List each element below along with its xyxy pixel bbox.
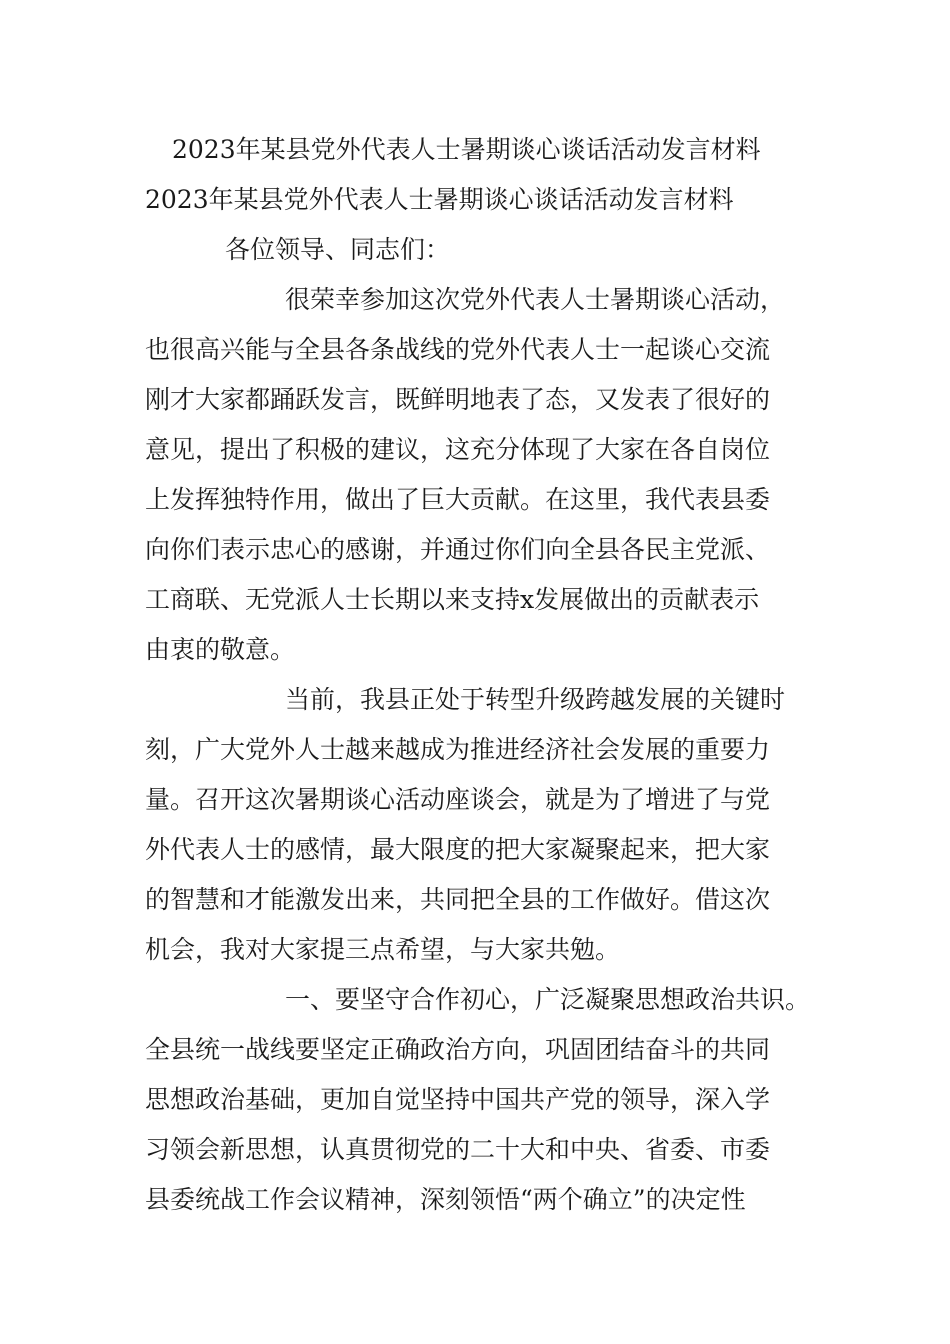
paragraph-line: 刻，广大党外人士越来越成为推进经济社会发展的重要力 bbox=[145, 735, 771, 764]
document-subtitle: 2023年某县党外代表人士暑期谈心谈话活动发言材料 bbox=[145, 185, 734, 214]
paragraph-line: 向你们表示忠心的感谢，并通过你们向全县各民主党派、 bbox=[145, 535, 771, 564]
paragraph-line: 全县统一战线要坚定正确政治方向，巩固团结奋斗的共同 bbox=[145, 1035, 771, 1064]
paragraph-line: 由衷的敬意。 bbox=[145, 635, 296, 664]
paragraph-line: 外代表人士的感情，最大限度的把大家凝聚起来，把大家 bbox=[145, 835, 771, 864]
section-heading-line: 一、要坚守合作初心，广泛凝聚思想政治共识。 bbox=[285, 985, 811, 1014]
paragraph-line: 意见，提出了积极的建议，这充分体现了大家在各自岗位 bbox=[145, 435, 771, 464]
paragraph-line: 很荣幸参加这次党外代表人士暑期谈心活动， bbox=[285, 285, 786, 314]
paragraph-line: 刚才大家都踊跃发言，既鲜明地表了态，又发表了很好的 bbox=[145, 385, 771, 414]
paragraph-line: 上发挥独特作用，做出了巨大贡献。在这里，我代表县委 bbox=[145, 485, 771, 514]
paragraph-line: 县委统战工作会议精神，深刻领悟“两个确立”的决定性 bbox=[145, 1185, 746, 1214]
document-title: 2023年某县党外代表人士暑期谈心谈话活动发言材料 bbox=[172, 135, 761, 164]
paragraph-line: 也很高兴能与全县各条战线的党外代表人士一起谈心交流 bbox=[145, 335, 771, 364]
paragraph-line: 习领会新思想，认真贯彻党的二十大和中央、省委、市委 bbox=[145, 1135, 771, 1164]
paragraph-line: 的智慧和才能激发出来，共同把全县的工作做好。借这次 bbox=[145, 885, 771, 914]
paragraph-line: 机会，我对大家提三点希望，与大家共勉。 bbox=[145, 935, 621, 964]
paragraph-line: 思想政治基础，更加自觉坚持中国共产党的领导，深入学 bbox=[145, 1085, 771, 1114]
paragraph-line: 工商联、无党派人士长期以来支持x发展做出的贡献表示 bbox=[145, 585, 760, 614]
greeting-line: 各位领导、同志们： bbox=[225, 235, 451, 264]
paragraph-line: 量。召开这次暑期谈心活动座谈会，就是为了增进了与党 bbox=[145, 785, 771, 814]
paragraph-line: 当前，我县正处于转型升级跨越发展的关键时 bbox=[285, 685, 786, 714]
